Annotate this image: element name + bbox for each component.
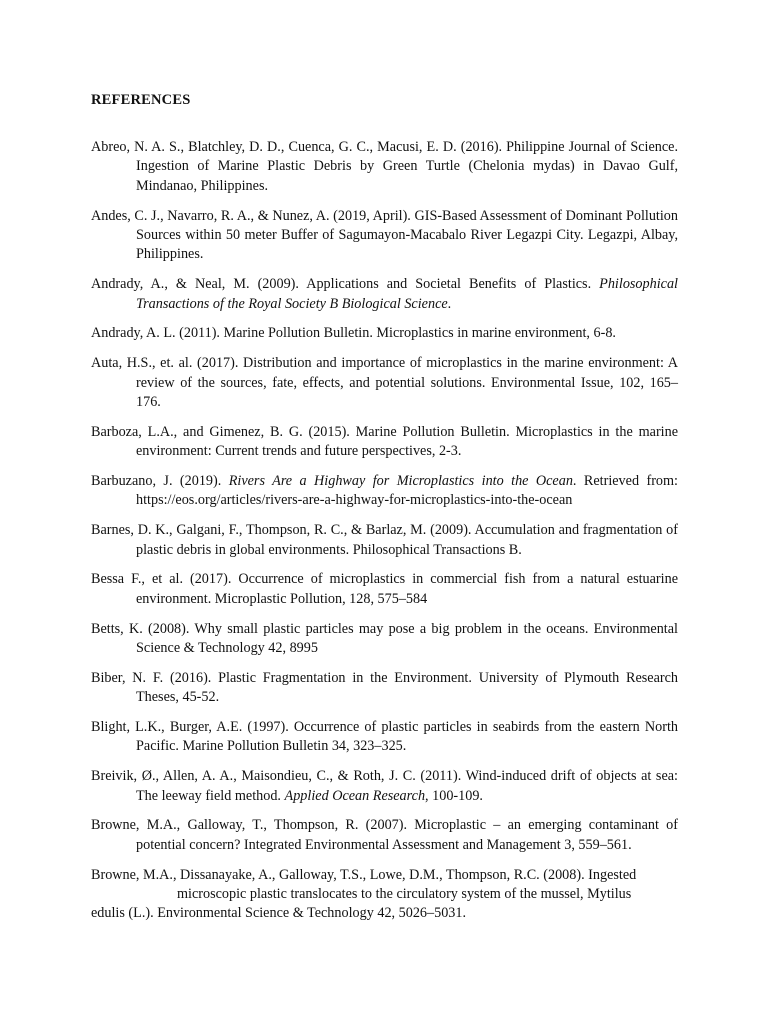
reference-item: Browne, M.A., Dissanayake, A., Galloway, T.S., Lowe, D.M., Thompson, R.C. (2008). Ingested microscopic plastic translocates to the circulatory system of the mussel, Mytilus edulis (L.). Environmental Science & Technology 42, 5026–5031. <box>91 866 637 922</box>
journal-title: Philosophical Transactions of the Royal Society B Biological Science <box>136 276 678 312</box>
reference-item: Biber, N. F. (2016). Plastic Fragmentation in the Environment. University of Plymouth Research Theses, 45-52. <box>91 669 678 706</box>
reference-item: Barnes, D. K., Galgani, F., Thompson, R. C., & Barlaz, M. (2009). Accumulation and fragmentation of plastic debris in global environments. Philosophical Transactions B. <box>91 522 678 558</box>
reference-item: Browne, M.A., Galloway, T., Thompson, R. (2007). Microplastic – an emerging contaminant of potential concern? Integrated Environmental Assessment and Management 3, 559–561. <box>91 817 678 853</box>
reference-item: Andes, C. J., Navarro, R. A., & Nunez, A. (2019, April). GIS-Based Assessment of Dominant Pollution Sources within 50 meter Buffer of Sagumayon-Macabalo River Legazpi City. Legazpi, Albay, Philippines. <box>91 207 678 263</box>
reference-item: Andrady, A., & Neal, M. (2009). Applications and Societal Benefits of Plastics. Philosophical Transactions of the Royal Society B Biological Science. <box>91 276 678 312</box>
reference-item: Barboza, L.A., and Gimenez, B. G. (2015). Marine Pollution Bulletin. Microplastics in the marine environment: Current trends and future perspectives, 2-3. <box>91 423 678 460</box>
article-title: Rivers Are a Highway for Microplastics into the Ocean <box>228 473 573 490</box>
reference-item: Breivik, Ø., Allen, A. A., Maisondieu, C., & Roth, J. C. (2011). Wind-induced drift of objects at sea: The leeway field method. Applied Ocean Research, 100-109. <box>91 768 678 804</box>
reference-item: Andrady, A. L. (2011). Marine Pollution Bulletin. Microplastics in marine environment, 6-8. <box>91 325 616 342</box>
reference-item: Blight, L.K., Burger, A.E. (1997). Occurrence of plastic particles in seabirds from the eastern North Pacific. Marine Pollution Bulletin 34, 323–325. <box>91 719 678 755</box>
reference-item: Barbuzano, J. (2019). Rivers Are a Highway for Microplastics into the Ocean. Retrieved from: https://eos.org/articles/rivers-are-a-highway-for-microplastics-into-the-ocean <box>91 473 678 509</box>
reference-list <box>91 138 678 934</box>
reference-item: Betts, K. (2008). Why small plastic particles may pose a big problem in the oceans. Environmental Science & Technology 42, 8995 <box>91 620 678 657</box>
journal-title: Applied Ocean Research <box>284 787 426 804</box>
reference-item: Auta, H.S., et. al. (2017). Distribution and importance of microplastics in the marine environment: A review of the sources, fate, effects, and potential solutions. Environmental Issue, 102, 165–176. <box>91 355 678 411</box>
reference-item: Abreo, N. A. S., Blatchley, D. D., Cuenca, G. C., Macusi, E. D. (2016). Philippine Journal of Science. Ingestion of Marine Plastic Debris by Green Turtle (Chelonia mydas) in Davao Gulf, Mindanao, Philippines. <box>91 139 678 194</box>
references-heading: REFERENCES <box>91 92 191 108</box>
reference-item: Bessa F., et al. (2017). Occurrence of microplastics in commercial fish from a natural estuarine environment. Microplastic Pollution, 128, 575–584 <box>91 571 678 607</box>
